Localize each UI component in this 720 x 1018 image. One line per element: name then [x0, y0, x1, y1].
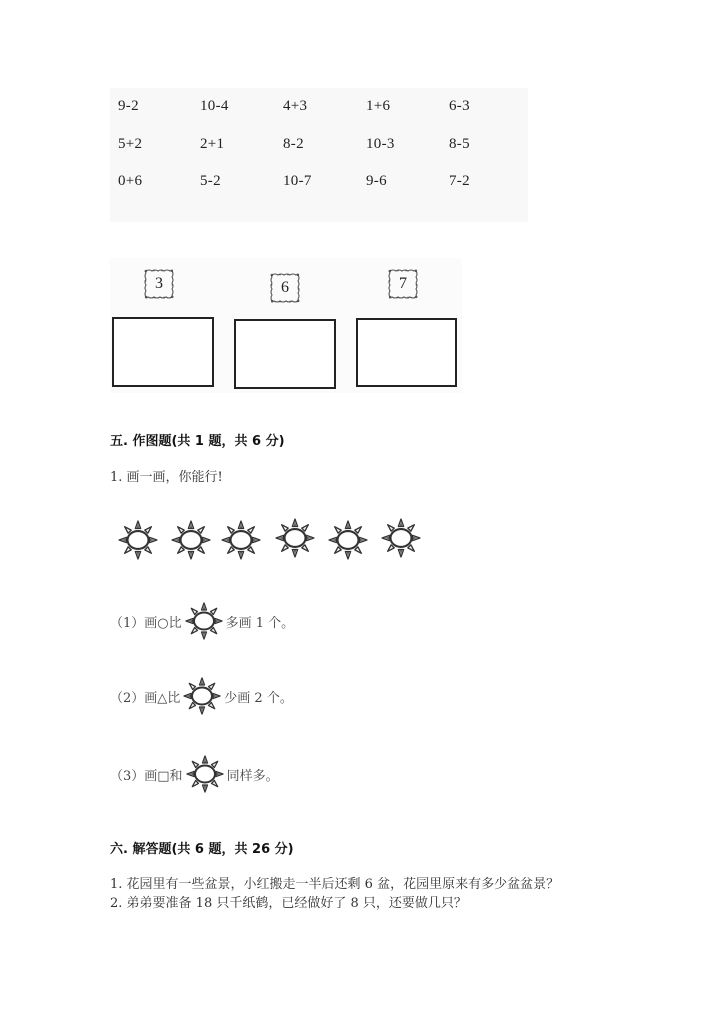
section-5-question: 1. 画一画，你能行!: [110, 470, 223, 485]
expression: 10-4: [200, 98, 229, 114]
expression: 7-2: [449, 173, 470, 189]
number-sort-panel: [110, 258, 462, 393]
expression: 9-2: [118, 98, 139, 114]
sub-question-2: [110, 676, 293, 716]
sun-icon: [220, 519, 262, 561]
frame-number: 3: [155, 275, 163, 292]
expression: 10-7: [283, 173, 312, 189]
expression: 8-5: [449, 136, 470, 152]
sun-icon: [327, 519, 369, 561]
sub-question-prefix: （2）画△比: [110, 690, 181, 706]
section-5-title: 五. 作图题(共 1 题，共 6 分): [110, 434, 285, 449]
sub-question-suffix: 同样多。: [226, 768, 279, 784]
frame-number: 7: [399, 275, 407, 292]
sub-question-prefix: （3）画□和: [110, 768, 183, 784]
expression: 0+6: [118, 173, 143, 189]
sub-question-prefix: （1）画○比: [110, 615, 182, 631]
expression: 8-2: [283, 136, 304, 152]
sub-question-suffix: 少画 2 个。: [224, 690, 293, 706]
expression: 9-6: [366, 173, 387, 189]
expression: 10-3: [366, 136, 395, 152]
sub-question-3: [110, 754, 279, 794]
answer-box[interactable]: [112, 317, 214, 387]
sun-icon: [184, 601, 224, 641]
section-6-question-2: 2. 弟弟要准备 18 只千纸鹤，已经做好了 8 只，还要做几只？: [110, 896, 467, 911]
expression: 5+2: [118, 136, 143, 152]
number-frame: [268, 271, 302, 305]
expression: 6-3: [449, 98, 470, 114]
sun-icon: [170, 519, 212, 561]
section-6-title: 六. 解答题(共 6 题，共 26 分): [110, 842, 294, 857]
expression: 2+1: [200, 136, 225, 152]
expression: 4+3: [283, 98, 308, 114]
expression: 1+6: [366, 98, 391, 114]
sun-icon: [274, 517, 316, 559]
sun-icon: [117, 519, 159, 561]
frame-number: 6: [281, 279, 289, 296]
sun-icon: [182, 676, 222, 716]
sub-question-suffix: 多画 1 个。: [225, 615, 295, 631]
arithmetic-exercise-panel: [110, 88, 528, 222]
answer-box[interactable]: [356, 318, 457, 387]
number-frame: [386, 267, 420, 301]
expression: 5-2: [200, 173, 221, 189]
sun-icon: [185, 754, 225, 794]
sub-question-1: [110, 601, 294, 641]
sun-icon: [380, 517, 422, 559]
answer-box[interactable]: [234, 319, 336, 389]
section-6-question-1: 1. 花园里有一些盆景，小红搬走一半后还剩 6 盆，花园里原来有多少盆盆景？: [110, 877, 560, 892]
number-frame: [142, 267, 176, 301]
